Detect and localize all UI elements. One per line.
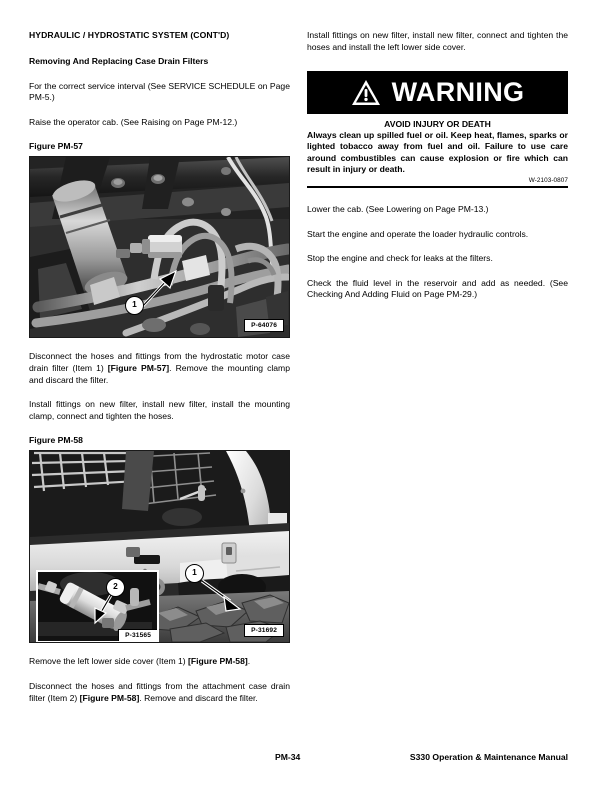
photo-code-pm57: P-64076 <box>244 319 284 332</box>
figure-inset-pm58 <box>36 570 159 643</box>
callout-2-pm58: 2 <box>106 578 125 597</box>
photo-code-pm58: P-31692 <box>244 624 284 637</box>
paragraph-disconnect-hydrostatic <box>29 351 290 386</box>
text-run: Disconnect the hoses and fittings from the hydrostatic motor case drain filter (Item 1) <box>29 351 290 373</box>
callout-1-pm58: 1 <box>185 564 204 583</box>
text-run: . Remove and discard the filter. <box>139 692 258 703</box>
subsection-title: Removing And Replacing Case Drain Filters <box>29 56 209 67</box>
text-run: Disconnect the hoses and fittings from the attachment case drain filter (Item 2) <box>29 680 290 703</box>
figure-reference: [Figure PM-58] <box>188 656 248 667</box>
paragraph-lower-cab: Lower the cab. (See Lowering on Page PM-13.) <box>307 204 489 214</box>
callout-1-pm57: 1 <box>125 296 144 315</box>
figure-image-pm57 <box>29 156 290 338</box>
warning-code: W-2103-0807 <box>528 177 568 184</box>
figure-image-pm58 <box>29 450 290 643</box>
warning-triangle-icon <box>351 79 381 106</box>
figure-reference: [Figure PM-58] <box>79 692 140 703</box>
paragraph-install-fittings: Install fittings on new filter, install new filter, install the mounting clamp, connect and tighten the hoses. <box>29 399 290 421</box>
paragraph-raise-cab: Raise the operator cab. (See Raising on Page PM-12.) <box>29 116 238 127</box>
page-title: HYDRAULIC / HYDROSTATIC SYSTEM (CONT'D) <box>29 30 230 40</box>
warning-body-text: Always clean up spilled fuel or oil. Keep heat, flames, sparks or lighted tobacco away from fuel and oil. Failure to use care around combustibles can cause explosion or fire which can result in injury or death. <box>307 130 568 174</box>
paragraph-disconnect-attachment <box>29 681 290 704</box>
warning-banner <box>307 71 568 114</box>
footer-page-number: PM-34 <box>275 752 301 762</box>
paragraph-service-interval: For the correct service interval (See SERVICE SCHEDULE on Page PM-5.) <box>29 80 290 103</box>
figure-label-pm58: Figure PM-58 <box>29 435 83 446</box>
paragraph-install-fittings-cover: Install fittings on new filter, install new filter, connect and tighten the hoses and install the left lower side cover. <box>307 30 568 52</box>
callout-leader-1-pm58 <box>196 575 254 617</box>
paragraph-start-engine: Start the engine and operate the loader hydraulic controls. <box>307 228 529 239</box>
text-run: Remove the left lower side cover (Item 1) <box>29 656 189 667</box>
text-run: . Remove the mounting clamp and discard the filter. <box>29 363 290 385</box>
warning-block <box>307 71 568 188</box>
text-run: . <box>247 656 251 667</box>
figure-label-pm57: Figure PM-57 <box>29 141 83 152</box>
left-column <box>29 30 290 704</box>
paragraph-stop-engine: Stop the engine and check for leaks at the filters. <box>307 253 493 264</box>
footer-manual-title: S330 Operation & Maintenance Manual <box>409 752 568 762</box>
right-column <box>307 30 568 301</box>
photo-code-pm58-inset: P-31565 <box>118 629 158 642</box>
warning-banner-label: WARNING <box>391 77 525 108</box>
paragraph-remove-side-cover <box>29 656 290 668</box>
page-footer <box>29 752 568 762</box>
figure-reference: [Figure PM-57] <box>107 363 170 373</box>
paragraph-check-fluid: Check the fluid level in the reservoir and add as needed. (See Checking And Adding Fluid on Page PM-29.) <box>307 277 568 300</box>
warning-headline: AVOID INJURY OR DEATH <box>384 119 491 130</box>
